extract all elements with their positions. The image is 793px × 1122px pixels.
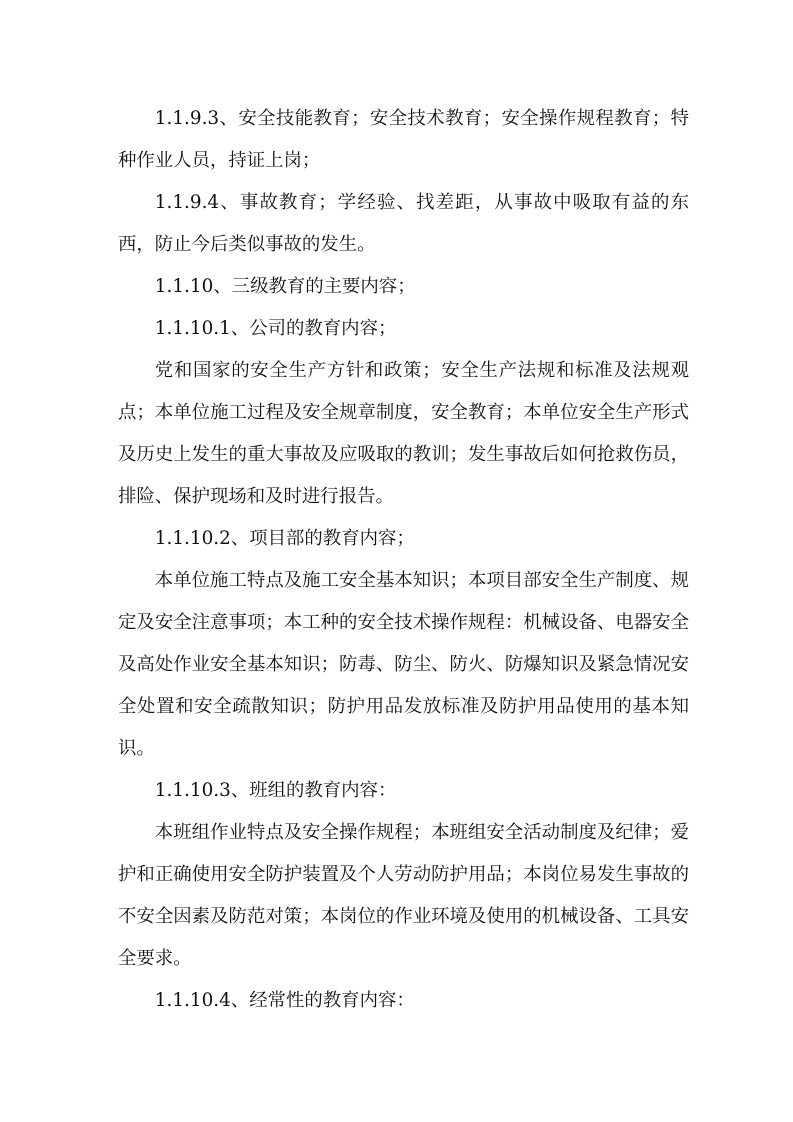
- document-page: [118, 98, 689, 1022]
- heading-1-1-10-2: 1.1.10.2、项目部的教育内容；: [154, 528, 415, 549]
- heading-1-1-10: 1.1.10、三级教育的主要内容；: [154, 276, 416, 297]
- paragraph-1-1-9-4: 1.1.9.4、事故教育；学经验、找差距，从事故中吸取有益的东西，防止今后类似事故的发生。: [118, 192, 689, 255]
- paragraph-project-education: 本单位施工特点及施工安全基本知识；本项目部安全生产制度、规定及安全注意事项；本工种的安全技术操作规程：机械设备、电器安全及高处作业安全基本知识；防毒、防尘、防火、防爆知识及紧急情况安全处置和安全疏散知识；防护用品发放标准及防护用品使用的基本知识。: [118, 570, 689, 759]
- heading-1-1-10-1: 1.1.10.1、公司的教育内容；: [154, 318, 397, 339]
- paragraph-company-education: 党和国家的安全生产方针和政策；安全生产法规和标准及法规观点；本单位施工过程及安全规章制度，安全教育；本单位安全生产形式及历史上发生的重大事故及应吸取的教训；发生事故后如何抢救伤员，排险、保护现场和及时进行报告。: [118, 360, 689, 507]
- heading-1-1-10-4: 1.1.10.4、经常性的教育内容：: [154, 990, 415, 1011]
- heading-1-1-10-3: 1.1.10.3、班组的教育内容：: [154, 780, 397, 801]
- paragraph-1-1-9-3: 1.1.9.3、安全技能教育；安全技术教育；安全操作规程教育；特种作业人员，持证上岗；: [118, 108, 689, 171]
- paragraph-team-education: 本班组作业特点及安全操作规程；本班组安全活动制度及纪律；爱护和正确使用安全防护装置及个人劳动防护用品；本岗位易发生事故的不安全因素及防范对策；本岗位的作业环境及使用的机械设备、工具安全要求。: [118, 822, 689, 969]
